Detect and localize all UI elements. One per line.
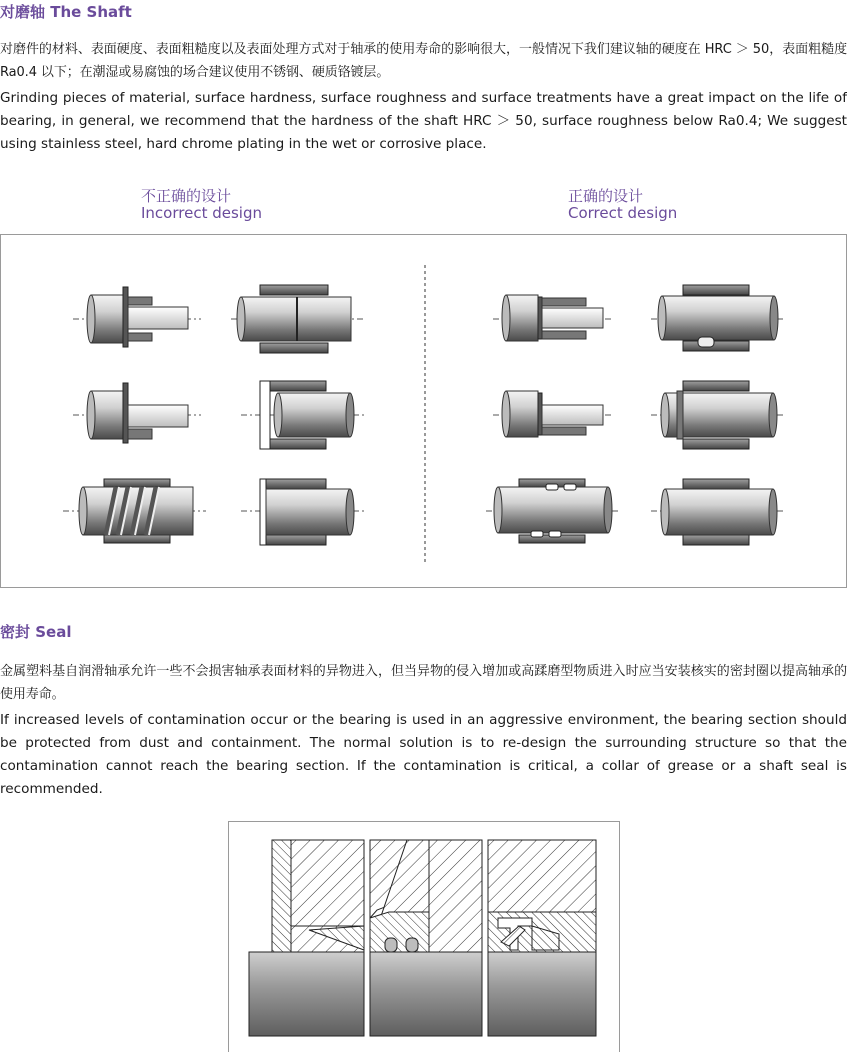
shaft-section-title: 对磨轴 The Shaft [0,3,132,21]
correct-clipped-shaft [486,479,621,543]
incorrect-design-cn: 不正确的设计 [141,187,232,205]
incorrect-flange-shaft-2 [73,383,201,443]
correct-design-cn: 正确的设计 [568,187,644,205]
seal-panel-grease-collar [249,840,364,1036]
incorrect-design-en: Incorrect design [141,204,262,222]
correct-chamfered-shaft-1 [493,295,613,341]
seal-text-en: If increased levels of contamination occur or the bearing is used in an aggressive environment, the bearing section should be protected from dust and containment. The normal solution is to re-design the surrounding structure so that the contamination cannot reach the bearing section. If the contamination is critical, a collar of grease or a shaft seal is recommended. [0,712,847,797]
incorrect-open-housing [241,381,366,449]
incorrect-flange-shaft-1 [73,287,201,347]
seal-panel-shaft-seal [488,840,596,1036]
correct-design-label [568,188,677,222]
correct-chamfered-shaft-2 [493,391,613,437]
correct-plain-shaft [651,479,786,545]
shaft-text-en: Grinding pieces of material, surface hardness, surface roughness and surface treatments have a great impact on the life of bearing, in general, we recommend that the hardness of the shaft HRC ＞ 50, surface roughness below Ra0.4; We suggest using stainless steel, hard chrome plating in the wet or corrosive place. [0,90,847,152]
shaft-design-illustration [1,235,846,587]
shaft-text-cn: 对磨件的材料、表面硬度、表面粗糙度以及表面处理方式对于轴承的使用寿命的影响很大，一般情况下我们建议轴的硬度在 HRC ＞ 50，表面粗糙度 Ra0.4 以下；在潮湿或易腐蚀的场合建议使用不锈钢、硬质铬镀层。 [0,42,847,80]
correct-housed-shaft [651,381,786,449]
seal-section-title: 密封 Seal [0,623,72,641]
incorrect-design-label [141,188,262,222]
seal-diagram [228,821,620,1052]
incorrect-short-shaft [241,479,366,545]
seal-text-cn: 金属塑料基自润滑轴承允许一些不会损害轴承表面材料的异物进入，但当异物的侵入增加或高蹂磨型物质进入时应当安装核实的密封圈以提高轴承的使用寿命。 [0,664,847,702]
incorrect-grooved-shaft [63,479,206,543]
incorrect-stepped-shaft [231,285,366,353]
shaft-design-diagram [0,234,847,588]
correct-long-shaft [651,285,786,351]
seal-illustration [229,822,619,1052]
correct-design-en: Correct design [568,204,678,222]
seal-panel-labyrinth [370,840,482,1036]
